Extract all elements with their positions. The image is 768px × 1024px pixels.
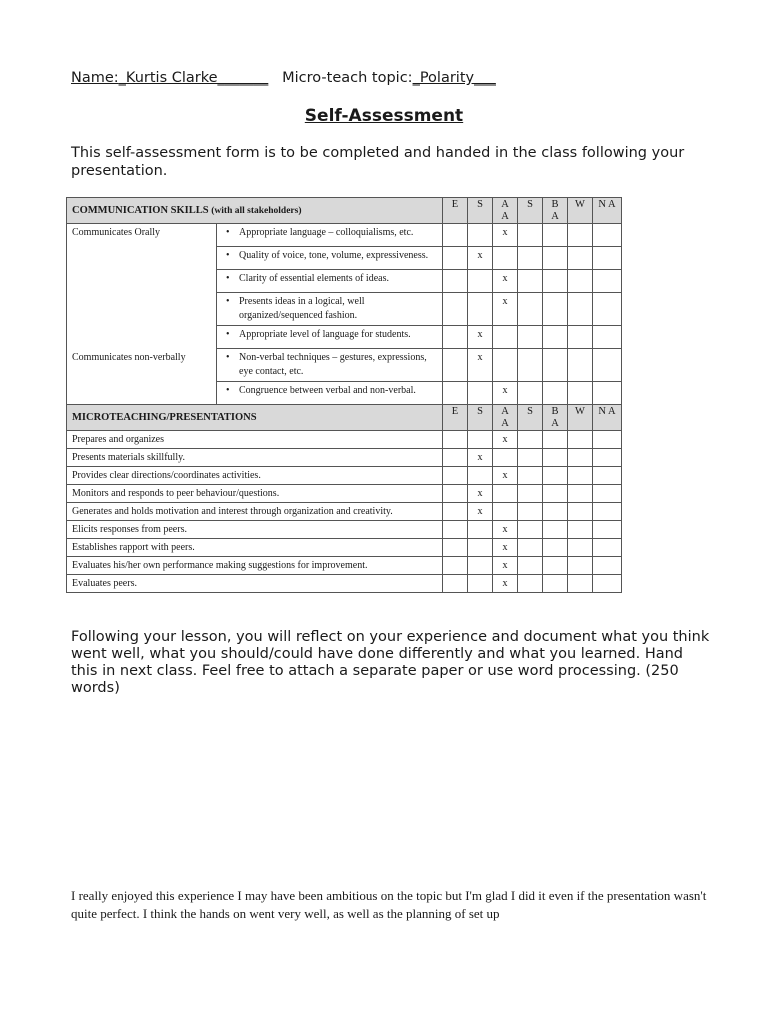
rating-column-header: B A [543, 198, 568, 224]
rating-cell-e [443, 349, 468, 382]
rating-cell-s [468, 521, 493, 539]
rating-cell-ba [543, 349, 568, 382]
section-header-microteaching [67, 405, 622, 431]
rating-cell-ba [543, 467, 568, 485]
microteaching-section [67, 405, 622, 593]
criterion-text: Prepares and organizes [67, 431, 443, 449]
communication-section [67, 198, 622, 405]
rating-column-header: S [468, 405, 493, 431]
criterion-text: Monitors and responds to peer behaviour/questions. [67, 485, 443, 503]
rating-cell-e [443, 270, 468, 293]
rating-cell-ba [543, 539, 568, 557]
rating-cell-s [468, 224, 493, 247]
rating-cell-aa [493, 349, 518, 382]
rating-cell-s2 [518, 449, 543, 467]
rating-cell-s: x [468, 485, 493, 503]
rating-cell-e [443, 557, 468, 575]
rating-cell-ba [543, 224, 568, 247]
rating-cell-na [593, 247, 622, 270]
rating-column-header: E [443, 198, 468, 224]
rating-cell-s [468, 557, 493, 575]
rating-cell-e [443, 293, 468, 326]
name-label: Name: [71, 70, 119, 86]
table-row [67, 539, 622, 557]
rating-cell-e [443, 224, 468, 247]
skill-description [217, 247, 443, 270]
rating-cell-w [568, 557, 593, 575]
rating-cell-s: x [468, 503, 493, 521]
bullet-icon: • [226, 385, 230, 396]
rating-cell-w [568, 349, 593, 382]
rating-cell-e [443, 431, 468, 449]
rating-cell-e [443, 539, 468, 557]
criterion-text: Generates and holds motivation and interest through organization and creativity. [67, 503, 443, 521]
rating-cell-ba [543, 503, 568, 521]
skill-description [217, 270, 443, 293]
assessment-table [66, 197, 622, 593]
rating-cell-aa: x [493, 521, 518, 539]
rating-cell-aa: x [493, 224, 518, 247]
rating-cell-s2 [518, 557, 543, 575]
rating-cell-e [443, 575, 468, 593]
rating-cell-aa: x [493, 431, 518, 449]
table-row [67, 270, 622, 293]
reflection-prompt: Following your lesson, you will reflect on your experience and document what you think went well, what you should/could have done differently and what you learned. Hand this in next class. Feel free to attach a separate paper or use word processing. (250 words) [71, 629, 710, 696]
rating-cell-na [593, 539, 622, 557]
rating-cell-s2 [518, 224, 543, 247]
rating-cell-aa [493, 326, 518, 349]
rating-cell-ba [543, 293, 568, 326]
rating-cell-e [443, 449, 468, 467]
rating-cell-e [443, 485, 468, 503]
skill-description [217, 382, 443, 405]
bullet-icon: • [226, 273, 230, 284]
page-title: Self-Assessment [304, 106, 464, 126]
skill-description [217, 224, 443, 247]
rating-cell-na [593, 326, 622, 349]
rating-cell-s [468, 575, 493, 593]
bullet-icon: • [226, 227, 230, 238]
rating-cell-s2 [518, 467, 543, 485]
rating-cell-aa: x [493, 270, 518, 293]
rating-cell-e [443, 382, 468, 405]
rating-cell-s [468, 431, 493, 449]
criterion-text: Evaluates his/her own performance making suggestions for improvement. [67, 557, 443, 575]
rating-cell-w [568, 467, 593, 485]
rating-cell-s [468, 382, 493, 405]
reflection-response: I really enjoyed this experience I may have been ambitious on the topic but I'm glad I did it even if the presentation wasn't quite perfect. I think the hands on went very well, as well as the planning of set up [71, 888, 707, 921]
rating-cell-s [468, 539, 493, 557]
skill-category: Communicates Orally [67, 224, 217, 247]
bullet-icon: • [226, 329, 230, 340]
rating-cell-aa [493, 485, 518, 503]
rating-cell-e [443, 326, 468, 349]
bullet-icon: • [226, 296, 230, 307]
rating-cell-s2 [518, 382, 543, 405]
rating-cell-na [593, 557, 622, 575]
rating-column-header: W [568, 405, 593, 431]
table-row [67, 326, 622, 349]
section-subtitle: (with all stakeholders) [211, 205, 302, 216]
rating-column-header: A A [493, 198, 518, 224]
rating-cell-aa: x [493, 293, 518, 326]
rating-cell-ba [543, 431, 568, 449]
rating-cell-ba [543, 449, 568, 467]
rating-cell-s2 [518, 485, 543, 503]
rating-cell-aa [493, 247, 518, 270]
rating-cell-ba [543, 485, 568, 503]
rating-cell-aa: x [493, 575, 518, 593]
rating-cell-s [468, 467, 493, 485]
intro-paragraph: This self-assessment form is to be completed and handed in the class following your presentation. [71, 145, 685, 179]
rating-cell-s [468, 293, 493, 326]
rating-cell-s2 [518, 539, 543, 557]
criterion-text: Establishes rapport with peers. [67, 539, 443, 557]
rating-cell-s: x [468, 449, 493, 467]
rating-cell-e [443, 521, 468, 539]
rating-cell-aa: x [493, 539, 518, 557]
rating-cell-na [593, 349, 622, 382]
skill-category [67, 247, 217, 270]
table-row [67, 503, 622, 521]
table-row [67, 485, 622, 503]
rating-cell-s: x [468, 326, 493, 349]
rating-cell-w [568, 270, 593, 293]
rating-cell-s2 [518, 326, 543, 349]
header-line [71, 70, 496, 86]
rating-column-header: E [443, 405, 468, 431]
rating-cell-na [593, 293, 622, 326]
table-row [67, 467, 622, 485]
rating-cell-w [568, 431, 593, 449]
rating-cell-s [468, 270, 493, 293]
rating-column-header: S [518, 405, 543, 431]
topic-value: _Polarity___ [412, 70, 496, 86]
skill-category [67, 270, 217, 293]
rating-cell-w [568, 521, 593, 539]
rating-column-header: B A [543, 405, 568, 431]
table-row [67, 521, 622, 539]
name-value: _Kurtis Clarke_______ [118, 70, 269, 86]
table-row [67, 349, 622, 382]
section-title: MICROTEACHING/PRESENTATIONS [67, 405, 443, 431]
rating-cell-ba [543, 575, 568, 593]
rating-cell-w [568, 449, 593, 467]
skill-category [67, 382, 217, 405]
skill-text: Appropriate language – colloquialisms, etc. [239, 227, 414, 238]
rating-cell-ba [543, 326, 568, 349]
rating-cell-w [568, 247, 593, 270]
skill-category [67, 326, 217, 349]
rating-cell-na [593, 382, 622, 405]
table-row [67, 247, 622, 270]
table-row [67, 575, 622, 593]
rating-cell-ba [543, 557, 568, 575]
bullet-icon: • [226, 352, 230, 363]
rating-column-header: A A [493, 405, 518, 431]
section-header-communication [67, 198, 622, 224]
rating-cell-na [593, 449, 622, 467]
rating-cell-na [593, 270, 622, 293]
rating-cell-s2 [518, 521, 543, 539]
criterion-text: Presents materials skillfully. [67, 449, 443, 467]
rating-cell-s2 [518, 575, 543, 593]
rating-cell-s: x [468, 349, 493, 382]
rating-cell-w [568, 382, 593, 405]
rating-cell-w [568, 224, 593, 247]
rating-column-header: S [518, 198, 543, 224]
criterion-text: Provides clear directions/coordinates activities. [67, 467, 443, 485]
topic-label: Micro-teach topic: [282, 70, 413, 86]
rating-cell-aa [493, 449, 518, 467]
rating-cell-na [593, 467, 622, 485]
rating-cell-na [593, 521, 622, 539]
table-row [67, 382, 622, 405]
skill-text: Congruence between verbal and non-verbal. [239, 385, 416, 396]
rating-cell-ba [543, 270, 568, 293]
rating-cell-aa: x [493, 557, 518, 575]
rating-cell-na [593, 485, 622, 503]
rating-cell-na [593, 431, 622, 449]
skill-category [67, 293, 217, 326]
criterion-text: Evaluates peers. [67, 575, 443, 593]
skill-category: Communicates non-verbally [67, 349, 217, 382]
rating-cell-aa [493, 503, 518, 521]
rating-cell-e [443, 247, 468, 270]
skill-text: Clarity of essential elements of ideas. [239, 273, 389, 284]
table-row [67, 431, 622, 449]
skill-text: Presents ideas in a logical, well organized/sequenced fashion. [239, 296, 365, 321]
skill-description [217, 326, 443, 349]
skill-description [217, 293, 443, 326]
rating-cell-na [593, 224, 622, 247]
skill-text: Appropriate level of language for students. [239, 329, 411, 340]
rating-column-header: W [568, 198, 593, 224]
rating-column-header: N A [593, 198, 622, 224]
rating-cell-s2 [518, 270, 543, 293]
rating-cell-w [568, 326, 593, 349]
table-row [67, 293, 622, 326]
section-title-text: COMMUNICATION SKILLS [72, 204, 209, 216]
rating-cell-na [593, 503, 622, 521]
rating-cell-w [568, 503, 593, 521]
rating-cell-s: x [468, 247, 493, 270]
criterion-text: Elicits responses from peers. [67, 521, 443, 539]
table-row [67, 449, 622, 467]
rating-cell-s2 [518, 293, 543, 326]
rating-cell-w [568, 293, 593, 326]
table-row [67, 557, 622, 575]
bullet-icon: • [226, 250, 230, 261]
rating-cell-na [593, 575, 622, 593]
skill-description [217, 349, 443, 382]
rating-cell-ba [543, 382, 568, 405]
rating-cell-e [443, 467, 468, 485]
rating-cell-e [443, 503, 468, 521]
rating-cell-ba [543, 521, 568, 539]
section-title [67, 198, 443, 224]
rating-cell-aa: x [493, 382, 518, 405]
table-row [67, 224, 622, 247]
rating-cell-s2 [518, 503, 543, 521]
rating-column-header: S [468, 198, 493, 224]
rating-cell-s2 [518, 247, 543, 270]
rating-cell-s2 [518, 349, 543, 382]
skill-text: Quality of voice, tone, volume, expressiveness. [239, 250, 429, 261]
rating-cell-aa: x [493, 467, 518, 485]
rating-cell-ba [543, 247, 568, 270]
rating-cell-w [568, 485, 593, 503]
rating-column-header: N A [593, 405, 622, 431]
rating-cell-w [568, 539, 593, 557]
rating-cell-w [568, 575, 593, 593]
skill-text: Non-verbal techniques – gestures, expressions, eye contact, etc. [239, 352, 427, 377]
rating-cell-s2 [518, 431, 543, 449]
